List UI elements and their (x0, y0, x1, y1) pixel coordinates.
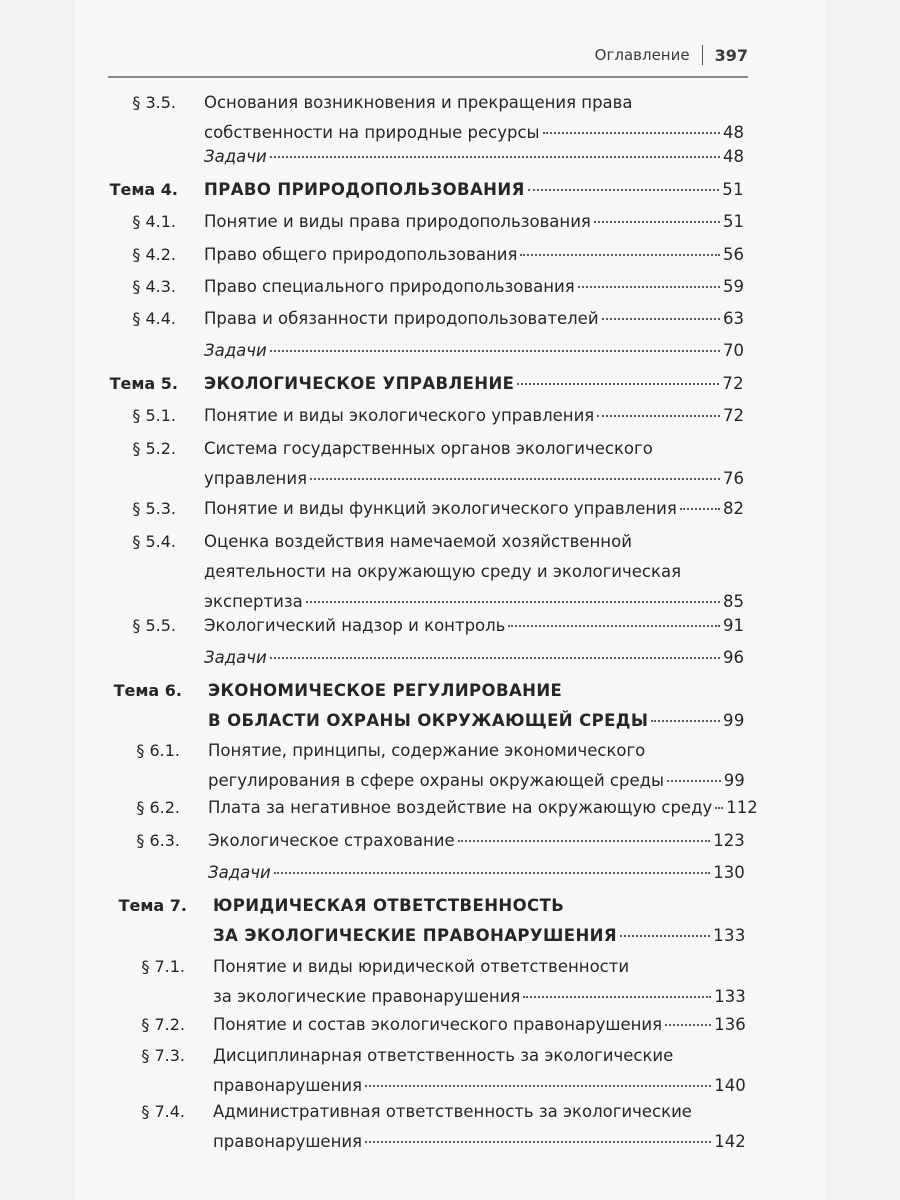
toc-page-number: 85 (723, 592, 744, 611)
toc-page-number: 56 (723, 245, 744, 264)
toc-entry-line (208, 826, 745, 856)
toc-page-number: 82 (723, 499, 744, 518)
toc-entry-text (204, 88, 744, 148)
dot-leader (620, 934, 710, 937)
toc-entry-title: регулирования в сфере охраны окружающей среды (208, 771, 665, 790)
toc-page-number: 70 (723, 341, 744, 360)
toc-entry-line (213, 982, 746, 1012)
toc-entry-title: Экологическое страхование (208, 831, 455, 850)
toc-entry-title: Права и обязанности природопользователей (204, 309, 599, 328)
toc-section-number: § 7.3. (141, 1046, 185, 1065)
toc-entry-text (208, 793, 758, 823)
dot-leader (458, 839, 711, 842)
toc-section-number: § 4.4. (132, 309, 176, 328)
toc-section-number: § 4.1. (132, 212, 176, 231)
toc-section-number: § 5.4. (132, 532, 176, 551)
toc-section-number: § 6.3. (136, 831, 180, 850)
toc-entry-line (213, 921, 746, 951)
toc-entry-text (204, 207, 744, 237)
toc-entry-line (204, 240, 744, 270)
toc-page-number: 51 (722, 180, 744, 199)
toc-entry-line (204, 494, 744, 524)
toc-entry-text (204, 142, 744, 172)
toc-section-number: § 5.3. (132, 499, 176, 518)
toc-topic-number: Тема 4. (109, 180, 178, 199)
toc-entry-line (204, 336, 744, 366)
toc-entry-title: ПРАВО ПРИРОДОПОЛЬЗОВАНИЯ (204, 180, 525, 199)
toc-entry-line (213, 1010, 746, 1040)
dot-leader (520, 253, 720, 256)
toc-entry-line (208, 706, 745, 736)
toc-page-number: 136 (714, 1015, 746, 1034)
toc-entry-title: ЗА ЭКОЛОГИЧЕСКИЕ ПРАВОНАРУШЕНИЯ (213, 926, 617, 945)
toc-entry-text (204, 494, 744, 524)
toc-entry-title: правонарушения (213, 1076, 363, 1095)
toc-entry-text (213, 1097, 746, 1157)
toc-entry-text (204, 336, 744, 366)
toc-entry-title: ЭКОЛОГИЧЕСКОЕ УПРАВЛЕНИЕ (204, 374, 515, 393)
toc-topic-number: Тема 6. (113, 681, 182, 700)
header-page-number: 397 (714, 45, 748, 65)
toc-entry-text (204, 272, 744, 302)
toc-entry-line (208, 858, 745, 888)
toc-page-number: 123 (713, 831, 745, 850)
toc-entry-line (213, 1127, 746, 1157)
toc-page-number: 133 (714, 987, 746, 1006)
toc-section-number: § 3.5. (132, 93, 176, 112)
dot-leader (270, 155, 720, 158)
toc-entry-line: Система государственных органов экологического (204, 439, 653, 458)
toc-entry-title: Понятие и виды экологического управления (204, 406, 595, 425)
toc-entry-line (204, 175, 744, 205)
toc-entry-title: Право общего природопользования (204, 245, 518, 264)
dot-leader (667, 779, 721, 782)
toc-entry-line: Дисциплинарная ответственность за экологические (213, 1046, 674, 1065)
toc-topic-number: Тема 7. (118, 896, 187, 915)
toc-entry-text (213, 1041, 746, 1101)
toc-tasks-label: Задачи (204, 147, 267, 166)
toc-topic-number: Тема 5. (109, 374, 178, 393)
toc-page-number: 99 (723, 711, 745, 730)
toc-entry-title: В ОБЛАСТИ ОХРАНЫ ОКРУЖАЮЩЕЙ СРЕДЫ (208, 711, 649, 730)
toc-entry-title: собственности на природные ресурсы (204, 123, 540, 142)
toc-entry-line (204, 369, 744, 399)
toc-entry-line: Основания возникновения и прекращения права (204, 93, 633, 112)
dot-leader (523, 995, 711, 998)
toc-entry-line: ЮРИДИЧЕСКАЯ ОТВЕТСТВЕННОСТЬ (213, 896, 565, 915)
toc-entry-title: Понятие и состав экологического правонарушения (213, 1015, 663, 1034)
toc-entry-line (204, 142, 744, 172)
dot-leader (270, 656, 720, 659)
toc-section-number: § 5.5. (132, 616, 176, 635)
toc-section-number: § 5.1. (132, 406, 176, 425)
toc-entry-text (204, 369, 744, 399)
dot-leader (578, 285, 720, 288)
toc-entry-text (204, 304, 744, 334)
toc-page-number: 142 (714, 1132, 746, 1151)
toc-section-number: § 4.3. (132, 277, 176, 296)
toc-tasks-label: Задачи (204, 341, 267, 360)
toc-entry-title: Экологический надзор и контроль (204, 616, 506, 635)
toc-section-number: § 6.1. (136, 741, 180, 760)
dot-leader (270, 349, 720, 352)
dot-leader (365, 1140, 711, 1143)
toc-entry-line: Оценка воздействия намечаемой хозяйственной (204, 532, 632, 551)
toc-section-number: § 5.2. (132, 439, 176, 458)
toc-page-number: 59 (723, 277, 744, 296)
toc-entry-line (204, 304, 744, 334)
toc-entry-title: правонарушения (213, 1132, 363, 1151)
dot-leader (665, 1023, 711, 1026)
toc-entry-text (204, 434, 744, 494)
toc-section-number: § 4.2. (132, 245, 176, 264)
dot-leader (543, 131, 720, 134)
toc-section-number: § 6.2. (136, 798, 180, 817)
dot-leader (365, 1084, 711, 1087)
dot-leader (310, 477, 720, 480)
toc-entry-text (213, 1010, 746, 1040)
dot-leader (517, 382, 719, 385)
toc-entry-line (204, 464, 744, 494)
toc-section-number: § 7.4. (141, 1102, 185, 1121)
toc-page-number: 91 (723, 616, 744, 635)
toc-page-number: 76 (723, 469, 744, 488)
dot-leader (715, 806, 723, 809)
toc-entry-title: Понятие и виды функций экологического управления (204, 499, 677, 518)
toc-entry-line (208, 793, 758, 823)
toc-entry-title: Понятие и виды права природопользования (204, 212, 591, 231)
toc-entry-text (204, 240, 744, 270)
dot-leader (594, 220, 720, 223)
toc-entry-text (204, 611, 744, 641)
toc-tasks-label: Задачи (208, 863, 271, 882)
toc-page-number: 72 (723, 406, 744, 425)
toc-entry-text (208, 858, 745, 888)
toc-page-number: 133 (713, 926, 746, 945)
toc-entry-line (204, 207, 744, 237)
toc-entry-text (208, 736, 745, 796)
toc-page-number: 99 (723, 771, 745, 790)
dot-leader (274, 871, 711, 874)
toc-entry-title: управления (204, 469, 307, 488)
dot-leader (597, 414, 720, 417)
toc-entry-line (204, 643, 744, 673)
toc-page-number: 130 (713, 863, 745, 882)
toc-entry-text (208, 676, 745, 736)
dot-leader (528, 188, 719, 191)
toc-page-number: 48 (723, 147, 744, 166)
toc-entry-line: ЭКОНОМИЧЕСКОЕ РЕГУЛИРОВАНИЕ (208, 681, 563, 700)
toc-entry-text (213, 891, 746, 951)
toc-page-number: 51 (723, 212, 744, 231)
dot-leader (508, 624, 720, 627)
toc-page-number: 63 (723, 309, 744, 328)
toc-entry-line (208, 766, 745, 796)
toc-entry-line (204, 272, 744, 302)
dot-leader (680, 507, 720, 510)
toc-page-number: 140 (714, 1076, 746, 1095)
toc-entry-text (204, 175, 744, 205)
header-section-title: Оглавление (594, 46, 690, 64)
toc-entry-text (204, 527, 744, 617)
toc-entry-text (213, 952, 746, 1012)
dot-leader (651, 719, 720, 722)
toc-section-number: § 7.1. (141, 957, 185, 976)
toc-section-number: § 7.2. (141, 1015, 185, 1034)
toc-entry-line: Понятие, принципы, содержание экономического (208, 741, 646, 760)
toc-entry-title: Право специального природопользования (204, 277, 575, 296)
toc-entry-text (204, 401, 744, 431)
toc-entry-line (204, 401, 744, 431)
toc-tasks-label: Задачи (204, 648, 267, 667)
toc-page-number: 72 (722, 374, 744, 393)
toc-entry-line: Понятие и виды юридической ответственности (213, 957, 630, 976)
toc-entry-title: за экологические правонарушения (213, 987, 521, 1006)
toc-entry-text (204, 643, 744, 673)
toc-entry-line: деятельности на окружающую среду и экологическая (204, 562, 682, 581)
dot-leader (306, 600, 720, 603)
toc-page-number: 112 (726, 798, 758, 817)
toc-entry-line: Административная ответственность за экологические (213, 1102, 692, 1121)
toc-entry-text (208, 826, 745, 856)
toc-entry-title: экспертиза (204, 592, 303, 611)
toc-page-number: 96 (723, 648, 744, 667)
dot-leader (602, 317, 720, 320)
toc-entry-line (204, 611, 744, 641)
toc-entry-title: Плата за негативное воздействие на окружающую среду (208, 798, 713, 817)
toc-page-number: 48 (723, 123, 744, 142)
